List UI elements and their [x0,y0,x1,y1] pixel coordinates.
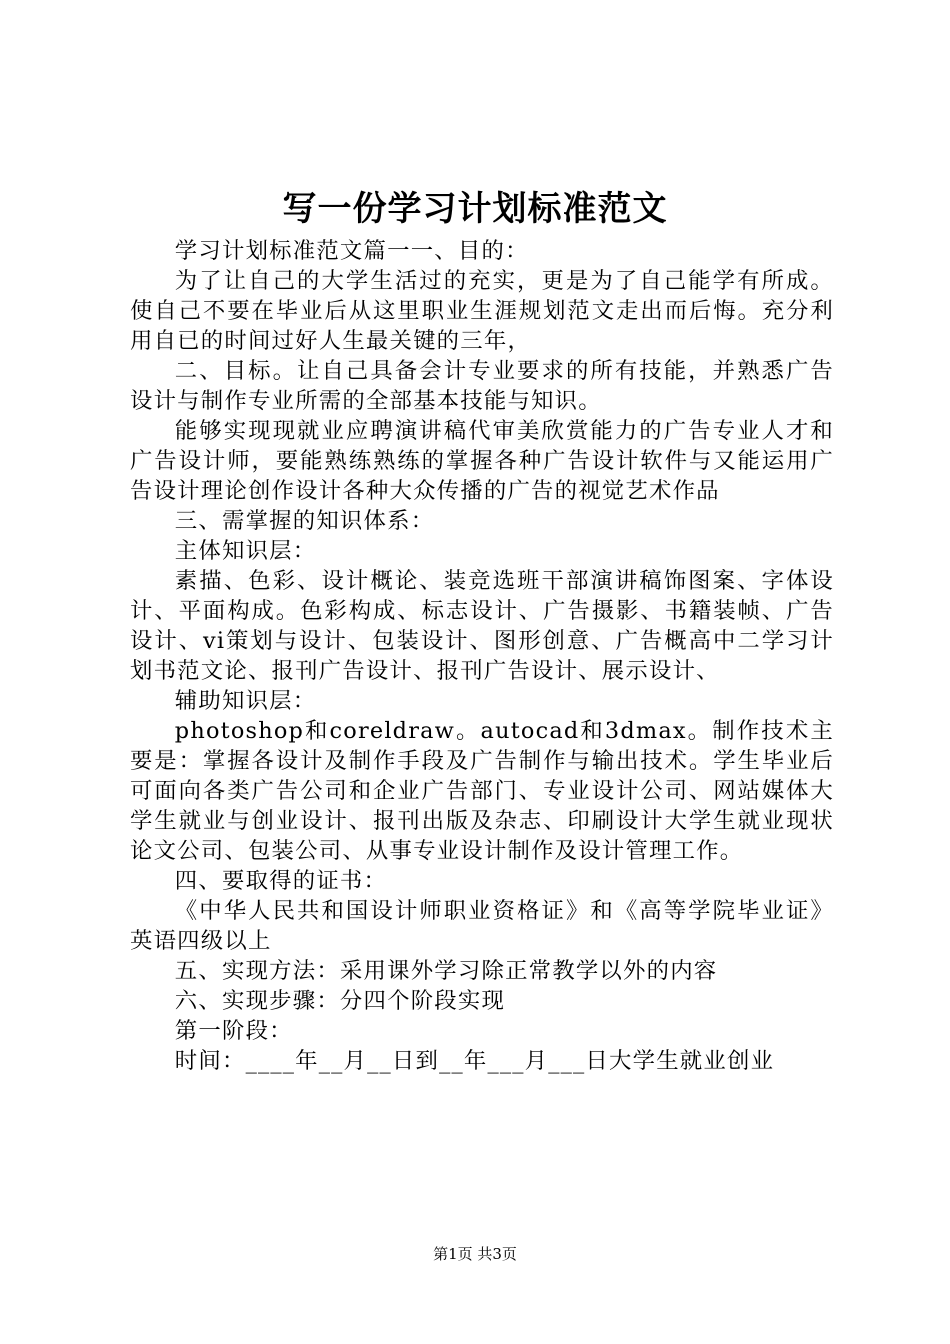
paragraph: 第一阶段： [174,1018,293,1044]
paragraph: 六、实现步骤：分四个阶段实现 [174,988,506,1014]
paragraph: 能够实现现就业应聘演讲稿代审美欣赏能力的广告专业人才和广告设计师，要能熟练熟练的掌握各种广告设计软件与又能运用广告设计理论创作设计各种大众传播的广告的视觉艺术作品 [130,418,834,504]
paragraph: 学习计划标准范文篇一一、目的： [174,238,529,264]
paragraph: 素描、色彩、设计概论、装竞选班干部演讲稿饰图案、字体设计、平面构成。色彩构成、标志设计、广告摄影、书籍装帧、广告设计、vi策划与设计、包装设计、图形创意、广告概高中二学习计划书范文论、报刊广告设计、报刊广告设计、展示设计、 [130,568,834,684]
paragraph: 《中华人民共和国设计师职业资格证》和《高等学院毕业证》英语四级以上 [130,898,834,954]
page-number-footer: 第1页 共3页 [433,1245,517,1263]
paragraph: 主体知识层： [174,538,317,564]
paragraph: 为了让自己的大学生活过的充实，更是为了自己能学有所成。使自己不要在毕业后从这里职业生涯规划范文走出而后悔。充分利用自已的时间过好人生最关键的三年， [130,268,834,354]
paragraph: 辅助知识层： [174,688,317,714]
document-body [130,236,834,1076]
document-title: 写一份学习计划标准范文 [282,189,668,229]
paragraph: 二、目标。让自己具备会计专业要求的所有技能，并熟悉广告设计与制作专业所需的全部基本技能与知识。 [130,358,834,414]
paragraph: photoshop和coreldraw。autocad和3dmax。制作技术主要是：掌握各设计及制作手段及广告制作与输出技术。学生毕业后可面向各类广告公司和企业广告部门、专业设计公司、网站媒体大学生就业与创业设计、报刊出版及杂志、印刷设计大学生就业现状论文公司、包装公司、从事专业设计制作及设计管理工作。 [130,718,834,864]
paragraph: 四、要取得的证书： [174,868,388,894]
paragraph: 时间：____年__月__日到__年___月___日大学生就业创业 [174,1048,775,1074]
paragraph: 三、需掌握的知识体系： [174,508,435,534]
paragraph: 五、实现方法：采用课外学习除正常教学以外的内容 [174,958,718,984]
